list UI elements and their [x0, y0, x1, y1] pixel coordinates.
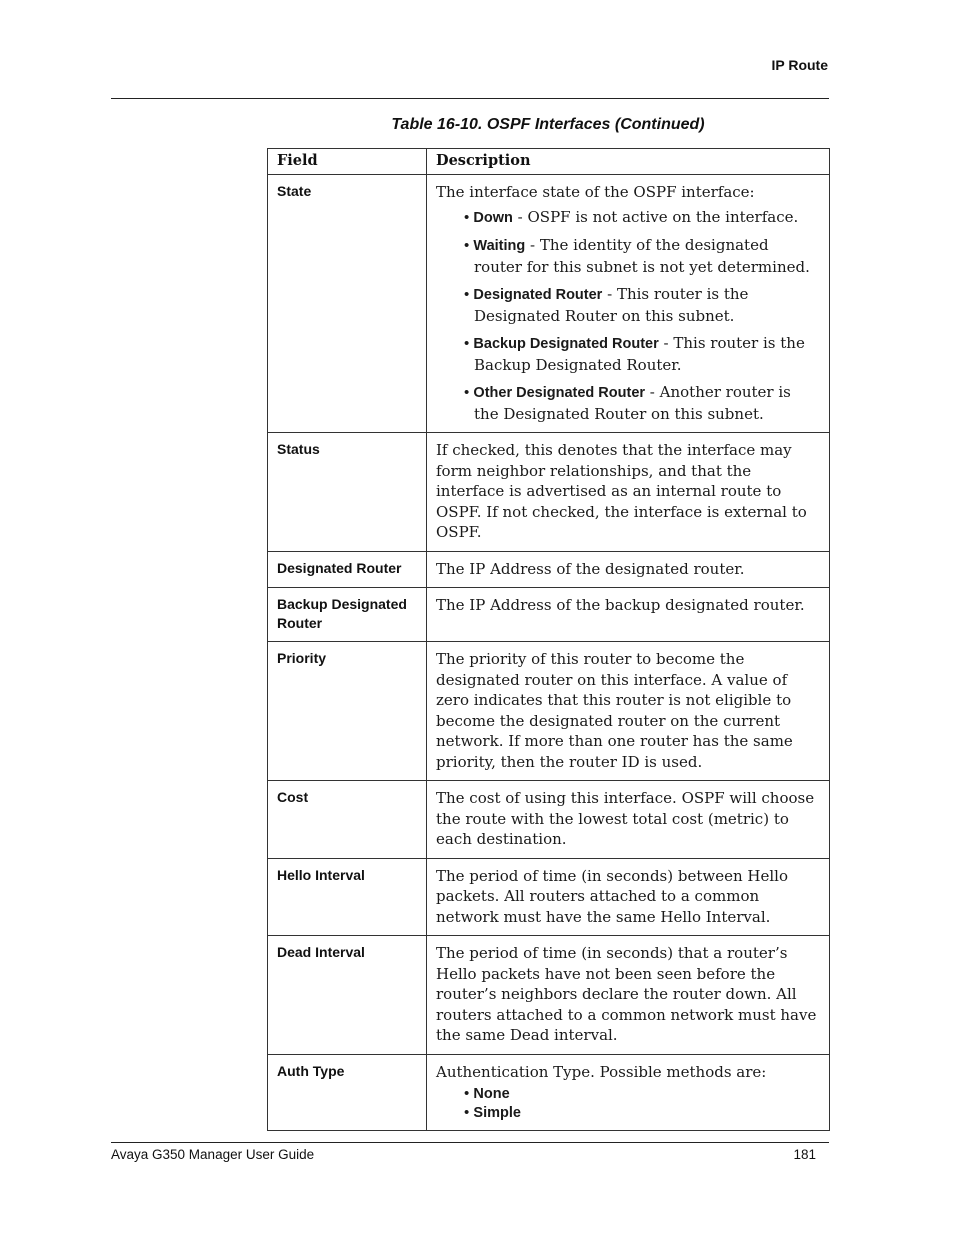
- header-rule: [111, 98, 829, 99]
- list-item-term: Backup Designated Router: [473, 336, 659, 352]
- field-name: State: [268, 175, 427, 433]
- list-item-term: Simple: [473, 1105, 521, 1121]
- field-description: The period of time (in seconds) between Hello packets. All routers attached to a common network must have the same Hello Interval.: [427, 858, 830, 936]
- field-description: [427, 1054, 830, 1131]
- list-item: • Waiting - The identity of the designated router for this subnet is not yet determined.: [464, 236, 810, 276]
- table-header-row: [268, 149, 830, 175]
- table-row: [268, 936, 830, 1055]
- field-name: Status: [268, 433, 427, 552]
- description-text: Authentication Type. Possible methods are:: [436, 1062, 767, 1081]
- table-row: [268, 1054, 830, 1131]
- field-description: The IP Address of the designated router.: [427, 551, 830, 588]
- list-item-text: - Another router is the Designated Router on this subnet.: [474, 383, 791, 423]
- field-name: Cost: [268, 781, 427, 859]
- page-number: 181: [793, 1147, 816, 1162]
- table-row: [268, 642, 830, 781]
- list-item: • Designated Router - This router is the Designated Router on this subnet.: [464, 285, 749, 325]
- state-list: [436, 207, 820, 425]
- table-caption: Table 16-10. OSPF Interfaces (Continued): [391, 116, 705, 133]
- list-item-text: - OSPF is not active on the interface.: [512, 207, 799, 226]
- table-row: [268, 588, 830, 642]
- table-row: [268, 781, 830, 859]
- footer-guide-title: Avaya G350 Manager User Guide: [111, 1147, 315, 1162]
- auth-methods-list: [436, 1084, 820, 1122]
- list-item-text: - This router is the Backup Designated Router.: [474, 334, 805, 374]
- list-item-term: Designated Router: [473, 287, 603, 303]
- list-item-term: Down: [473, 209, 513, 226]
- column-header-description: Description: [427, 149, 830, 175]
- field-name: Dead Interval: [268, 936, 427, 1055]
- field-name: Designated Router: [268, 551, 427, 588]
- running-header-section: IP Route: [771, 57, 828, 73]
- list-item: • Simple: [464, 1104, 521, 1121]
- field-description: The IP Address of the backup designated router.: [427, 588, 830, 642]
- table-row: [268, 175, 830, 433]
- field-description: The cost of using this interface. OSPF will choose the route with the lowest total cost (metric) to each destination.: [427, 781, 830, 859]
- list-item: • None: [464, 1085, 510, 1102]
- list-item-term: Waiting: [473, 238, 526, 254]
- field-name: Priority: [268, 642, 427, 781]
- field-description: If checked, this denotes that the interface may form neighbor relationships, and that the interface is advertised as an internal route to OSPF. If not checked, the interface is external to OSPF.: [427, 433, 830, 552]
- field-name: Backup Designated Router: [268, 588, 427, 642]
- column-header-field: Field: [268, 149, 427, 175]
- field-name: Hello Interval: [268, 858, 427, 936]
- description-text: The interface state of the OSPF interface:: [436, 183, 755, 201]
- ospf-interfaces-table: [267, 148, 830, 1131]
- table-row: [268, 551, 830, 588]
- field-description: The period of time (in seconds) that a router’s Hello packets have not been seen before the router’s neighbors declare the router down. All routers attached to a common network must have the same Dead interval.: [427, 936, 830, 1055]
- list-item-text: - This router is the Designated Router on this subnet.: [474, 285, 749, 325]
- field-description: The priority of this router to become the designated router on this interface. A value of zero indicates that this router is not eligible to become the designated router on the current network. If more than one router has the same priority, then the router ID is used.: [427, 642, 830, 781]
- list-item-text: - The identity of the designated router for this subnet is not yet determined.: [474, 236, 810, 276]
- field-description: [427, 175, 830, 433]
- table-row: [268, 433, 830, 552]
- table-row: [268, 858, 830, 936]
- field-name: Auth Type: [268, 1054, 427, 1131]
- list-item: • Other Designated Router - Another router is the Designated Router on this subnet.: [464, 383, 791, 423]
- list-item-term: None: [473, 1086, 510, 1102]
- list-item: • Down - OSPF is not active on the interface.: [464, 207, 799, 226]
- list-item-term: Other Designated Router: [473, 385, 646, 401]
- footer-rule: [111, 1142, 829, 1143]
- list-item: • Backup Designated Router - This router is the Backup Designated Router.: [464, 334, 805, 374]
